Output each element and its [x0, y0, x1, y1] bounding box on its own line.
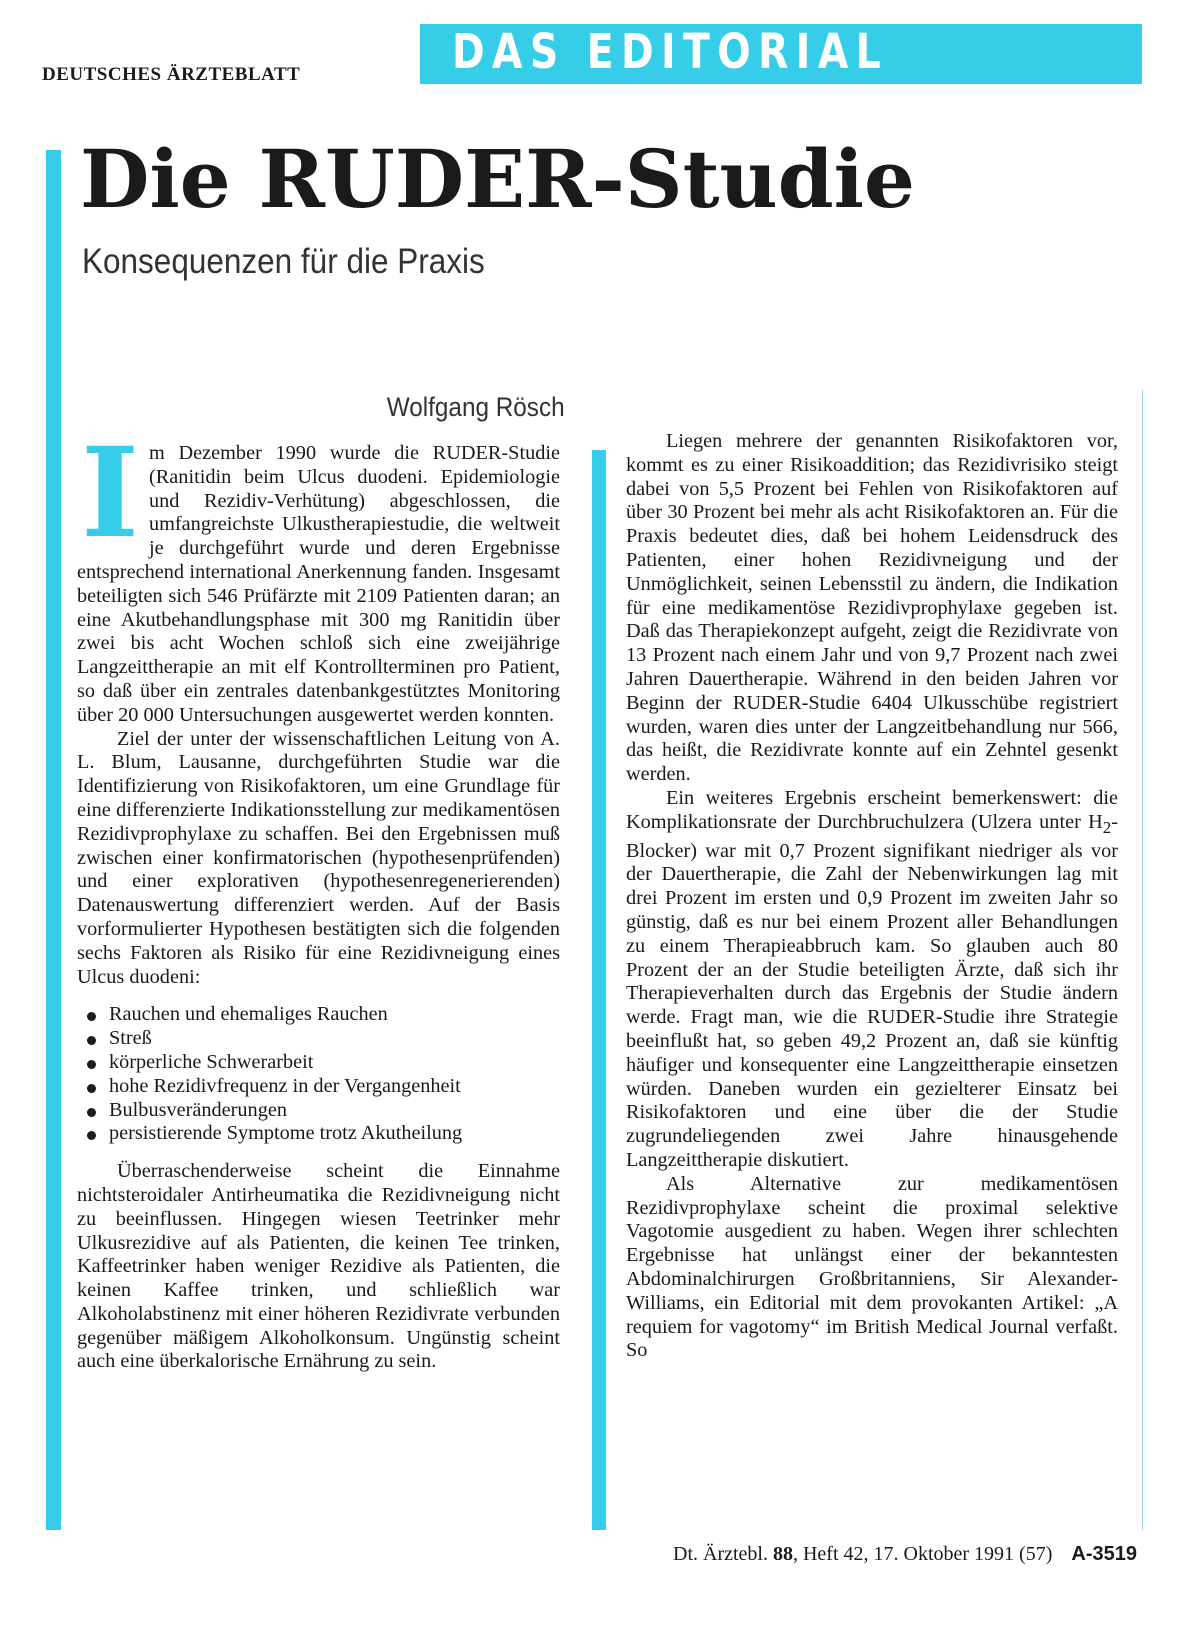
list-item: Bulbusveränderungen — [77, 1099, 560, 1123]
section-banner — [420, 24, 1142, 84]
column-left — [77, 421, 560, 1374]
list-item: Rauchen und ehemaliges Rauchen — [77, 1003, 560, 1027]
bullet-icon — [87, 1108, 96, 1117]
column-rule-right — [1142, 390, 1143, 1530]
article-subtitle: Konsequenzen für die Praxis — [82, 242, 485, 281]
paragraph: Ein weiteres Ergebnis erscheint bemerkenswert: die Komplikationsrate der Durchbruchulzera (Ulzera unter $H_2-Blocker$) war mit 0,7 Prozent signifikant niedriger als vor der Dauertherapie, die Zahl der Nebenwirkungen lag mit drei Prozent im ersten und 0,9 Prozent im zweiten Jahr so günstig, daß es nur bei einem Prozent aller Behandlungen zu einem Therapieabbruch kam. So glauben auch 80 Prozent der an der Studie beteiligten Ärzte, daß sich ihr Therapieverhalten durch das Ergebnis der Studie ändern werde. Fragt man, wie die RUDER-Studie ihre Strategie beeinflußt hat, so geben 49,2 Prozent an, daß sie künftig häufiger und konsequenter eine Langzeittherapie einsetzen würden. Daneben wurden ein gezielterer Einsatz bei Risikofaktoren und eine über die der Studie zugrundeliegenden zwei Jahre hinausgehende Langzeittherapie diskutiert. — [626, 786, 1118, 1171]
bullet-icon — [87, 1131, 96, 1140]
section-label: DAS EDITORIAL — [452, 24, 889, 80]
paragraph-text: m Dezember 1990 wurde die RUDER-Studie (Ranitidin beim Ulcus duodeni. Epidemiologie und Rezidiv-Verhütung) abgeschlossen, die umfangreichste Ulkustherapiestudie, die weltweit je durchgeführt wurde und deren Ergebnisse entsprechend international Anerkennung fanden. Insgesamt beteiligten sich 546 Prüfärzte mit 2109 Patienten daran; an eine Akutbehandlungsphase mit 300 mg Ranitidin über zwei bis acht Wochen schloß sich eine zweijährige Langzeittherapie an mit elf Kontrollterminen pro Patient, so daß über ein zentrales datenbankgestütztes Monitoring über 20 000 Untersuchungen ausgewertet werden konnten. — [77, 442, 560, 726]
page-number: A-3519 — [1071, 1543, 1137, 1565]
citation-prefix: Dt. Ärztebl. — [673, 1543, 768, 1565]
accent-bar-left — [46, 150, 61, 1530]
article-title: Die RUDER-Studie — [80, 132, 915, 226]
bullet-icon — [87, 1012, 96, 1021]
page-footer — [673, 1543, 1137, 1566]
risk-factor-list — [77, 1003, 560, 1146]
subscript: 2 — [1102, 817, 1112, 837]
list-item: Streß — [77, 1027, 560, 1051]
bullet-icon — [87, 1060, 96, 1069]
paragraph — [77, 421, 560, 728]
list-item: hohe Rezidivfrequenz in der Vergangenheit — [77, 1075, 560, 1099]
paragraph: Ziel der unter der wissenschaftlichen Leitung von A. L. Blum, Lausanne, durchgeführten Studie war die Identifizierung von Risikofaktoren, um eine Grundlage für eine differenzierte Indikationsstellung zur medikamentösen Rezidivprophylaxe zu schaffen. Bei den Ergebnissen muß zwischen einer konfirmatorischen (hypothesenprüfenden) und einer explorativen (hypothesenregenerierenden) Datenauswertung differenziert werden. Auf der Basis vorformulierter Hypothesen bestätigten sich die folgenden sechs Faktoren als Risiko für eine Rezidivneigung eines Ulcus duodeni: — [77, 727, 560, 988]
article-author: Wolfgang Rösch — [387, 392, 565, 422]
column-right — [626, 430, 1118, 1363]
list-item: persistierende Symptome trotz Akutheilung — [77, 1122, 560, 1146]
volume-number: 88 — [772, 1543, 793, 1565]
journal-name: DEUTSCHES ÄRZTEBLATT — [42, 64, 301, 85]
accent-bar-column — [592, 450, 606, 1530]
citation-suffix: , Heft 42, 17. Oktober 1991 (57) — [792, 1543, 1053, 1565]
paragraph: Liegen mehrere der genannten Risikofaktoren vor, kommt es zu einer Risikoaddition; das Rezidivrisiko steigt dabei von 5,5 Prozent bei Fehlen von Risikofaktoren auf über 30 Prozent bei mehr als acht Risikofaktoren an. Für die Praxis bedeutet dies, daß bei hohem Leidensdruck des Patienten, einer hohen Rezidivneigung und der Unmöglichkeit, seinen Lebensstil zu ändern, die Indikation für eine medikamentöse Rezidivprophylaxe gegeben ist. Daß das Therapiekonzept aufgeht, zeigt die Rezidivrate von 13 Prozent nach einem Jahr und von 9,7 Prozent nach zwei Jahren Dauertherapie. Während in den beiden Jahren vor Beginn der RUDER-Studie 6404 Ulkusschübe registriert wurden, waren dies unter der Langzeitbehandlung nur 566, das heißt, die Rezidivrate konnte auf ein Zehntel gesenkt werden. — [626, 430, 1118, 786]
bullet-icon — [87, 1084, 96, 1093]
bullet-icon — [87, 1036, 96, 1045]
drop-cap: I — [81, 421, 140, 566]
paragraph: Als Alternative zur medikamentösen Rezidivprophylaxe scheint die proximal selektive Vagotomie ausgedient zu haben. Wegen ihrer schlechten Ergebnisse hat unlängst einer der bekanntesten Abdominalchirurgen Großbritanniens, Sir Alexander-Williams, ein Editorial mit dem provokanten Artikel: „A requiem for vagotomy“ im British Medical Journal verfaßt. So — [626, 1172, 1118, 1362]
paragraph: Überraschenderweise scheint die Einnahme nichtsteroidaler Antirheumatika die Rezidivneigung nicht zu beeinflussen. Hingegen wiesen Teetrinker mehr Ulkusrezidive auf als Patienten, die keinen Tee trinken, Kaffeetrinker haben weniger Rezidive als Patienten, die keinen Kaffee trinken, und schließlich war Alkoholabstinenz mit einer höheren Rezidivrate verbunden gegenüber mäßigem Alkoholkonsum. Ungünstig scheint auch eine überkalorische Ernährung zu sein. — [77, 1160, 560, 1373]
list-item: körperliche Schwerarbeit — [77, 1051, 560, 1075]
